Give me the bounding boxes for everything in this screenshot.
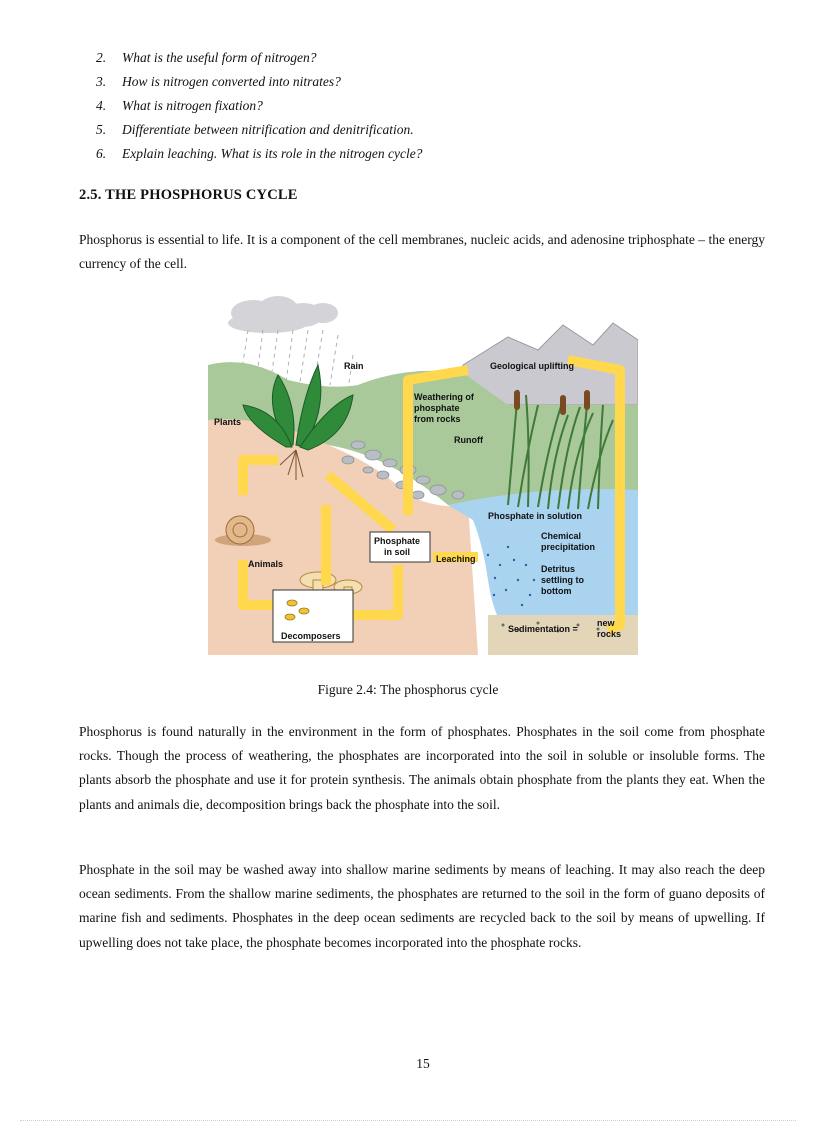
question-item: 3. How is nitrogen converted into nitrates? — [96, 74, 341, 89]
phosphorus-cycle-diagram — [208, 295, 638, 655]
body-paragraph: Phosphorus is found naturally in the environment in the form of phosphates. Phosphates in the soil come from phosphate rocks. Though the process of weathering, the phosphates are incorporated into the soil in soluble or insoluble forms. The plants absorb the phosphate and use it for protein synthesis. The animals obtain phosphate from the plants they eat. When the plants and animals die, decomposition brings back the phosphate into the soil. — [79, 724, 765, 812]
label-weathering-1: Weathering of — [414, 392, 474, 402]
question-item: 2. What is the useful form of nitrogen? — [96, 50, 317, 65]
label-detritus-1: Detritus — [541, 564, 576, 574]
body-paragraph: Phosphate in the soil may be washed away into shallow marine sediments by means of leaching. It may also reach the deep ocean sediments. From the shallow marine sediments, the phosphates are returned to the soil in the form of guano deposits of marine fish and sediments. Phosphates in the deep ocean sediments are recycled back to the soil by means of upwelling. If upwelling does not take place, the phosphate becomes incorporated into the phosphate rocks. — [79, 862, 765, 950]
label-phosphate-soil-1: Phosphate — [374, 536, 421, 546]
intro-paragraph: Phosphorus is essential to life. It is a component of the cell membranes, nucleic acids, and adenosine triphosphate – the energy currency of the cell. — [79, 232, 765, 272]
question-item: 5. Differentiate between nitrification and denitrification. — [96, 122, 414, 137]
question-item: 6. Explain leaching. What is its role in the nitrogen cycle? — [96, 146, 423, 161]
label-plants: Plants — [214, 417, 242, 427]
label-new-2: rocks — [597, 629, 622, 639]
label-chemical-2: precipitation — [541, 542, 596, 552]
label-animals: Animals — [248, 559, 284, 569]
review-questions — [96, 46, 422, 166]
label-decomposers: Decomposers — [281, 631, 341, 641]
label-rain: Rain — [344, 361, 364, 371]
page-number: 15 — [416, 1056, 430, 1071]
label-leaching: Leaching — [436, 554, 476, 564]
label-weathering-3: from rocks — [414, 414, 461, 424]
label-geological: Geological uplifting — [490, 361, 574, 371]
label-phosphate-soil-2: in soil — [384, 547, 411, 557]
question-item: 4. What is nitrogen fixation? — [96, 98, 263, 113]
label-solution: Phosphate in solution — [488, 511, 582, 521]
figure-caption: Figure 2.4: The phosphorus cycle — [317, 682, 499, 697]
label-new-1: new — [597, 618, 615, 628]
phosphorus-cycle-figure — [208, 295, 638, 655]
label-detritus-2: settling to — [541, 575, 584, 585]
label-sedimentation: Sedimentation = — [508, 624, 578, 634]
footer-rule — [20, 1120, 796, 1121]
section-heading: 2.5. THE PHOSPHORUS CYCLE — [79, 187, 298, 203]
label-detritus-3: bottom — [541, 586, 572, 596]
label-chemical-1: Chemical — [541, 531, 582, 541]
label-runoff: Runoff — [454, 435, 483, 445]
label-weathering-2: phosphate — [414, 403, 460, 413]
